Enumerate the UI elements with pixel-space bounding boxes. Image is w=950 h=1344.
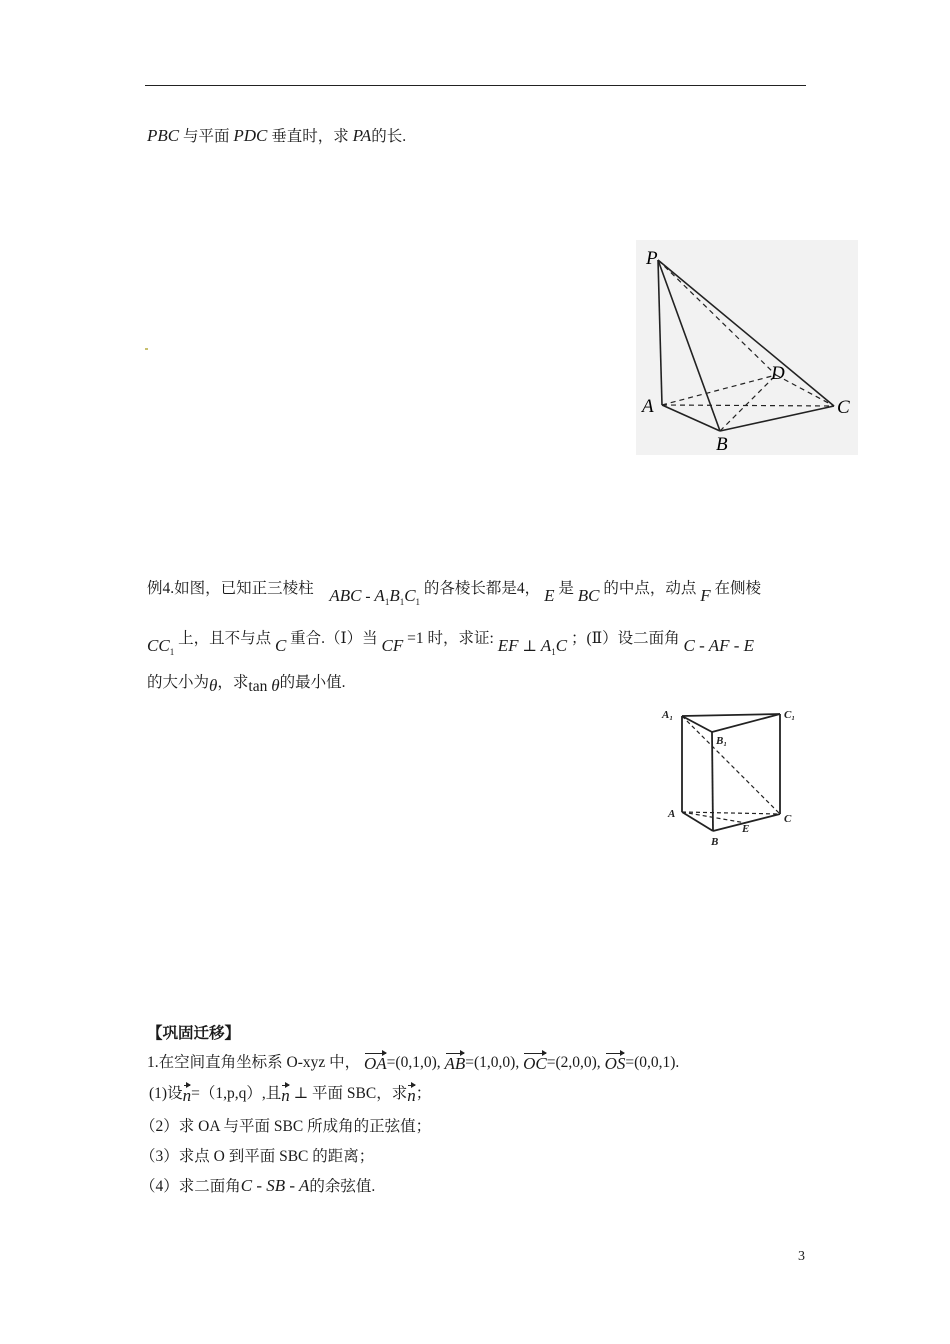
question-1-part-2: （2）求 OA 与平面 SBC 所成角的正弦值； xyxy=(140,1118,432,1135)
question-1-part-1 xyxy=(149,1083,431,1104)
vector-n: n xyxy=(281,1086,290,1105)
math-cf: CF xyxy=(381,636,404,655)
label-c: C xyxy=(784,813,792,825)
text: 的大小为 xyxy=(147,674,210,691)
label-b1: B₁ xyxy=(716,735,728,747)
math-dash: - xyxy=(365,588,371,605)
math-theta: θ xyxy=(271,676,280,695)
math-c: C xyxy=(274,636,287,655)
text: =(0,1,0), xyxy=(386,1054,441,1071)
vector-oa: OA xyxy=(364,1054,387,1073)
vector-n: n xyxy=(182,1086,192,1105)
text: 的长. xyxy=(371,128,407,145)
math-dihedral: C - SB - A xyxy=(240,1176,310,1195)
math-theta: θ xyxy=(209,676,218,695)
text: 垂直时，求 xyxy=(271,128,349,145)
perp-symbol: ⊥ xyxy=(522,638,537,655)
vector-n: n xyxy=(407,1086,416,1105)
subscript: 1 xyxy=(169,647,175,657)
label-d: D xyxy=(771,363,785,384)
label-p: P xyxy=(646,248,658,269)
text: 1.在空间直角坐标系 O-xyz 中， xyxy=(147,1054,361,1071)
math-a: A xyxy=(540,636,552,655)
example4-line-2 xyxy=(147,628,755,657)
math-pbc: PBC xyxy=(147,126,180,145)
subscript: 1 xyxy=(384,597,390,607)
text-line-1 xyxy=(147,126,406,147)
text: 平面 SBC，求 xyxy=(312,1085,408,1102)
math-dihedral: C - AF - E xyxy=(683,636,755,655)
text: 的中点，动点 xyxy=(603,580,697,597)
math-a: A xyxy=(374,586,385,605)
text: =(0,0,1). xyxy=(625,1054,680,1071)
text: （4）求二面角 xyxy=(140,1178,241,1195)
label-b: B xyxy=(716,434,728,455)
text: 在侧棱 xyxy=(714,580,761,597)
text: 例4.如图，已知正三棱柱 xyxy=(147,580,314,597)
label-a: A xyxy=(668,808,676,820)
text: 重合.（Ⅰ）当 xyxy=(290,630,378,647)
text: ；(Ⅱ）设二面角 xyxy=(570,630,680,647)
text: =(1,0,0), xyxy=(465,1054,520,1071)
example4-line-3 xyxy=(147,672,345,693)
text: (1)设 xyxy=(149,1085,183,1102)
math-e: E xyxy=(544,586,555,605)
label-a1: A₁ xyxy=(662,709,674,721)
math-pa: PA xyxy=(352,126,372,145)
question-1-part-3: （3）求点 O 到平面 SBC 的距离； xyxy=(140,1148,375,1165)
math-tan: tan xyxy=(248,678,268,695)
perp-symbol: ⊥ xyxy=(293,1085,309,1102)
label-b: B xyxy=(711,836,719,848)
math-cc: CC xyxy=(147,636,170,655)
math-c: C xyxy=(404,586,416,605)
vector-os: OS xyxy=(604,1054,626,1073)
text: 的各棱长都是4， xyxy=(423,580,541,597)
stray-mark xyxy=(145,348,148,350)
text: ； xyxy=(415,1085,432,1102)
math-abc: ABC xyxy=(329,586,362,605)
text: 的最小值. xyxy=(279,674,346,691)
text: 是 xyxy=(558,580,574,597)
text: ，求 xyxy=(217,674,249,691)
prism-figure xyxy=(660,702,810,852)
text: =(2,0,0), xyxy=(546,1054,601,1071)
pyramid-figure xyxy=(636,240,858,455)
math-b: B xyxy=(389,586,400,605)
text: 与平面 xyxy=(182,128,230,145)
section-heading: 【巩固迁移】 xyxy=(147,1025,241,1042)
subscript: 1 xyxy=(399,597,405,607)
label-e: E xyxy=(742,823,750,835)
text: 的余弦值. xyxy=(309,1178,376,1195)
math-bc: BC xyxy=(577,586,600,605)
text: =（1,p,q）,且 xyxy=(191,1085,282,1102)
math-ef: EF xyxy=(497,636,519,655)
math-c: C xyxy=(555,636,568,655)
page-number: 3 xyxy=(798,1249,805,1264)
math-f: F xyxy=(700,586,711,605)
subscript: 1 xyxy=(551,647,556,657)
label-c: C xyxy=(837,397,850,418)
math-pdc: PDC xyxy=(233,126,268,145)
vector-oc: OC xyxy=(523,1054,547,1073)
question-1-part-4 xyxy=(140,1176,375,1197)
label-a: A xyxy=(642,396,654,417)
question-1 xyxy=(147,1052,679,1073)
label-c1: C₁ xyxy=(784,709,796,721)
subscript: 1 xyxy=(415,597,421,607)
vector-ab: AB xyxy=(444,1054,466,1073)
header-rule xyxy=(145,85,806,86)
example4-line-1 xyxy=(147,578,761,607)
text: =1 时，求证: xyxy=(407,630,494,647)
text: 上，且不与点 xyxy=(178,630,272,647)
